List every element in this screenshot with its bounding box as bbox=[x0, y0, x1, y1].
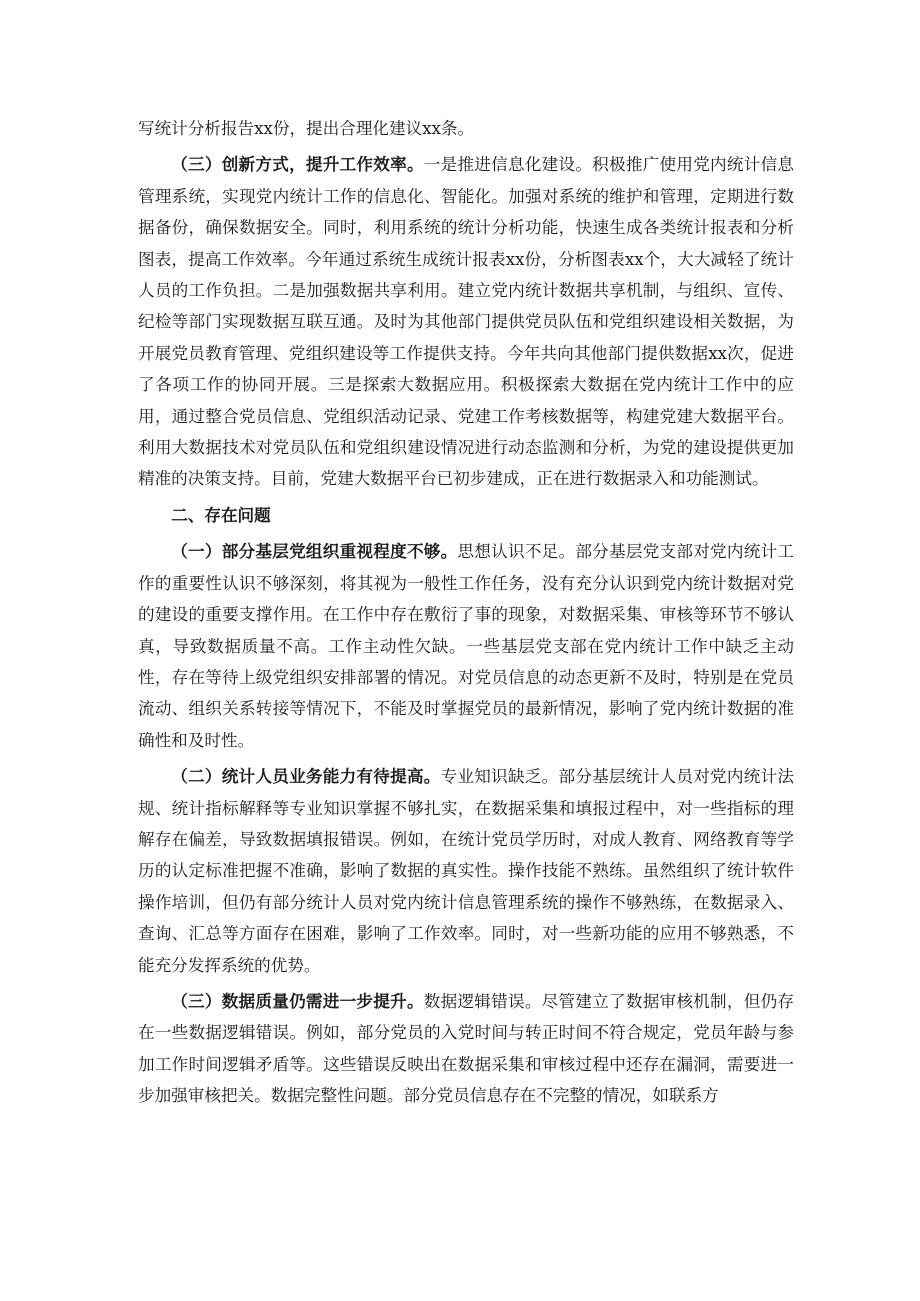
document-body bbox=[138, 113, 794, 1112]
section-heading: 二、存在问题 bbox=[171, 504, 271, 525]
paragraph-text: 一是推进信息化建设。积极推广使用党内统计信息管理系统，实现党内统计工作的信息化、智能化。加强对系统的维护和管理，定期进行数据备份，确保数据安全。同时，利用系统的统计分析功能，快速生成各类统计报表和分析图表，提高工作效率。今年通过系统生成统计报表xx份，分析图表xx个，大大减轻了统计人员的工作负担。二是加强数据共享利用。建立党内统计数据共享机制，与组织、宣传、纪检等部门实现数据互联互通。及时为其他部门提供党员队伍和党组织建设相关数据，为开展党员教育管理、党组织建设等工作提供支持。今年共向其他部门提供数据xx次，促进了各项工作的协同开展。三是探索大数据应用。积极探索大数据在党内统计工作中的应用，通过整合党员信息、党组织活动记录、党建工作考核数据等，构建党建大数据平台。利用大数据技术对党员队伍和党组织建设情况进行动态监测和分析，为党的建设提供更加精准的决策支持。目前，党建大数据平台已初步建成，正在进行数据录入和功能测试。 bbox=[138, 155, 795, 489]
paragraph-lead: （三）数据质量仍需进一步提升。 bbox=[171, 990, 424, 1011]
paragraph-problem-3 bbox=[138, 986, 794, 1112]
paragraph-problem-1 bbox=[138, 536, 794, 756]
paragraph-text: 数据逻辑错误。尽管建立了数据审核机制，但仍存在一些数据逻辑错误。例如，部分党员的入党时间与转正时间不符合规定，党员年龄与参加工作时间逻辑矛盾等。这些错误反映出在数据采集和审核过程中还存在漏洞，需要进一步加强审核把关。数据完整性问题。部分党员信息存在不完整的情况，如联系方 bbox=[138, 991, 795, 1106]
paragraph-lead: （二）统计人员业务能力有待提高。 bbox=[171, 766, 441, 787]
paragraph-continuation bbox=[138, 113, 794, 144]
paragraph-problem-2 bbox=[138, 761, 794, 981]
paragraph-lead: （一）部分基层党组织重视程度不够。 bbox=[171, 541, 458, 562]
paragraph-innovation bbox=[138, 149, 794, 494]
paragraph-text: 写统计分析报告xx份，提出合理化建议xx条。 bbox=[138, 119, 475, 138]
paragraph-lead: （三）创新方式，提升工作效率。 bbox=[171, 154, 424, 175]
paragraph-text: 思想认识不足。部分基层党支部对党内统计工作的重要性认识不够深刻，将其视为一般性工作任务，没有充分认识到党内统计数据对党的建设的重要支撑作用。在工作中存在敷衍了事的现象，对数据采集、审核等环节不够认真，导致数据质量不高。工作主动性欠缺。一些基层党支部在党内统计工作中缺乏主动性，存在等待上级党组织安排部署的情况。对党员信息的动态更新不及时，特别是在党员流动、组织关系转接等情况下，不能及时掌握党员的最新情况，影响了党内统计数据的准确性和及时性。 bbox=[138, 542, 795, 750]
paragraph-text: 专业知识缺乏。部分基层统计人员对党内统计法规、统计指标解释等专业知识掌握不够扎实，在数据采集和填报过程中，对一些指标的理解存在偏差，导致数据填报错误。例如，在统计党员学历时，对成人教育、网络教育等学历的认定标准把握不准确，影响了数据的真实性。操作技能不熟练。虽然组织了统计软件操作培训，但仍有部分统计人员对党内统计信息管理系统的操作不够熟练，在数据录入、查询、汇总等方面存在困难，影响了工作效率。同时，对一些新功能的应用不够熟悉，不能充分发挥系统的优势。 bbox=[138, 767, 795, 975]
